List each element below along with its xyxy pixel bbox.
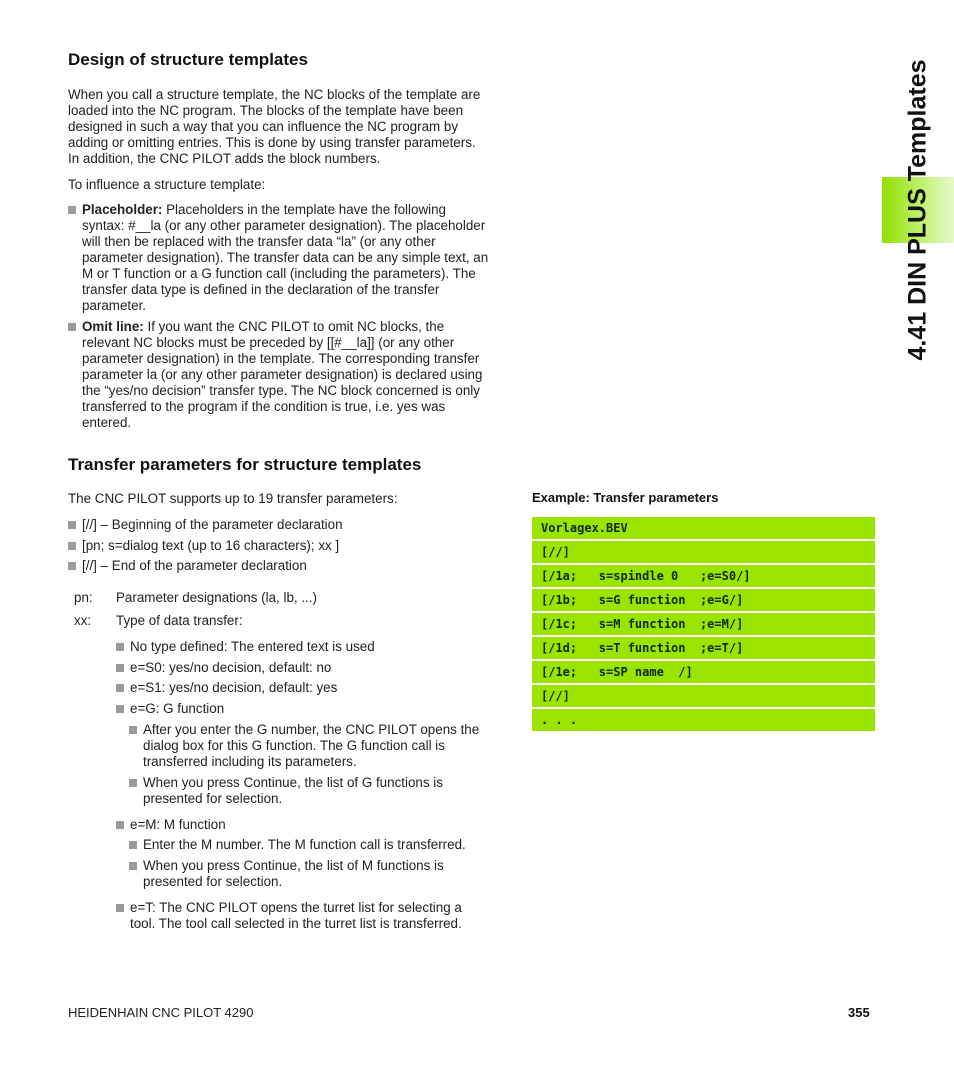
type-item: e=S0: yes/no decision, default: no — [116, 660, 331, 676]
omit-line-bullet — [68, 319, 518, 431]
transfer-intro: The CNC PILOT supports up to 19 transfer parameters: — [68, 491, 398, 506]
bullet-square-icon — [68, 542, 76, 550]
bullet-line: relevant NC blocks must be preceded by [[#__la]] (or any other — [82, 335, 455, 350]
bullet-square-icon — [68, 562, 76, 570]
bullet-square-icon — [116, 705, 124, 713]
bullet-square-icon — [116, 664, 124, 672]
bullet-line: parameter la (or any other parameter designation) is declared using — [82, 367, 483, 382]
bullet-square-icon — [129, 841, 137, 849]
code-row: [/1a; s=spindle 0 ;e=S0/] — [532, 565, 875, 587]
bullet-square-icon — [116, 684, 124, 692]
section-heading-transfer: Transfer parameters for structure templates — [68, 455, 422, 474]
g-sub-item: When you press Continue, the list of G functions is presented for selection. — [129, 775, 519, 807]
bullet-title: Placeholder: — [82, 202, 163, 217]
code-row: [/1c; s=M function ;e=M/] — [532, 613, 875, 635]
influence-text: To influence a structure template: — [68, 177, 266, 192]
intro-line: In addition, the CNC PILOT adds the block numbers. — [68, 151, 381, 166]
bullet-square-icon — [68, 323, 76, 331]
intro-line: designed in such a way that you can influence the NC program by — [68, 119, 459, 134]
bullet-line: transferred to the program if the condition is true, i.e. yes was — [82, 399, 446, 414]
section-heading-design: Design of structure templates — [68, 50, 308, 69]
m-sub-item: When you press Continue, the list of M functions is presented for selection. — [129, 858, 519, 890]
page-number: 355 — [848, 1005, 870, 1020]
type-item: e=G: G function — [116, 701, 224, 717]
xx-label: xx: — [74, 613, 92, 628]
code-row: [/1b; s=G function ;e=G/] — [532, 589, 875, 611]
chapter-side-tab — [882, 30, 954, 430]
list-item: [//] – Beginning of the parameter declaration — [68, 517, 343, 533]
intro-line: adding or omitting entries. This is done by using transfer parameters. — [68, 135, 476, 150]
bullet-line: Placeholders in the template have the following — [162, 202, 446, 217]
intro-paragraph — [68, 87, 518, 167]
type-item: No type defined: The entered text is used — [116, 639, 375, 655]
bullet-square-icon — [116, 904, 124, 912]
bullet-square-icon — [68, 206, 76, 214]
bullet-line: transfer data type is defined in the declaration of the transfer — [82, 282, 440, 297]
bullet-line: parameter. — [82, 298, 147, 313]
placeholder-bullet — [68, 202, 518, 314]
bullet-line: the “yes/no decision” transfer type. The NC block concerned is only — [82, 383, 480, 398]
code-row: [/1d; s=T function ;e=T/] — [532, 637, 875, 659]
bullet-line: syntax: #__la (or any other parameter designation). The placeholder — [82, 218, 486, 233]
example-code-block — [532, 517, 875, 733]
g-sub-item: After you enter the G number, the CNC PILOT opens the dialog box for this G function. The G function call is transferred including its parameters. — [129, 722, 519, 770]
intro-line: loaded into the NC program. The blocks of the template have been — [68, 103, 464, 118]
bullet-square-icon — [129, 726, 137, 734]
bullet-square-icon — [116, 821, 124, 829]
code-row: [//] — [532, 685, 875, 707]
footer-product: HEIDENHAIN CNC PILOT 4290 — [68, 1005, 254, 1020]
bullet-square-icon — [129, 779, 137, 787]
intro-line: When you call a structure template, the NC blocks of the template are — [68, 87, 481, 102]
example-title: Example: Transfer parameters — [532, 490, 719, 505]
bullet-line: parameter designation) in the template. The corresponding transfer — [82, 351, 480, 366]
bullet-title: Omit line: — [82, 319, 144, 334]
code-row: . . . — [532, 709, 875, 731]
chapter-title: 4.41 DIN PLUS Templates — [903, 59, 932, 361]
bullet-line: entered. — [82, 415, 132, 430]
bullet-square-icon — [129, 862, 137, 870]
xx-description: Type of data transfer: — [116, 613, 243, 628]
code-row: [//] — [532, 541, 875, 563]
pn-label: pn: — [74, 590, 93, 605]
bullet-square-icon — [116, 643, 124, 651]
pn-description: Parameter designations (la, lb, ...) — [116, 590, 317, 605]
type-item: e=S1: yes/no decision, default: yes — [116, 680, 337, 696]
m-sub-item: Enter the M number. The M function call is transferred. — [129, 837, 519, 853]
type-item: e=T: The CNC PILOT opens the turret list for selecting a tool. The tool call selected in the turret list is transferred. — [116, 900, 516, 932]
bullet-line: M or T function or a G function call (including the parameters). The — [82, 266, 476, 281]
list-item: [//] – End of the parameter declaration — [68, 558, 307, 574]
code-row: [/1e; s=SP name /] — [532, 661, 875, 683]
list-item: [pn; s=dialog text (up to 16 characters); xx ] — [68, 538, 339, 554]
bullet-line: will then be replaced with the transfer data “la” (or any other — [82, 234, 436, 249]
code-row: Vorlagex.BEV — [532, 517, 875, 539]
bullet-line: If you want the CNC PILOT to omit NC blocks, the — [143, 319, 445, 334]
bullet-square-icon — [68, 521, 76, 529]
type-item: e=M: M function — [116, 817, 226, 833]
bullet-line: parameter designation). The transfer data can be any simple text, an — [82, 250, 489, 265]
